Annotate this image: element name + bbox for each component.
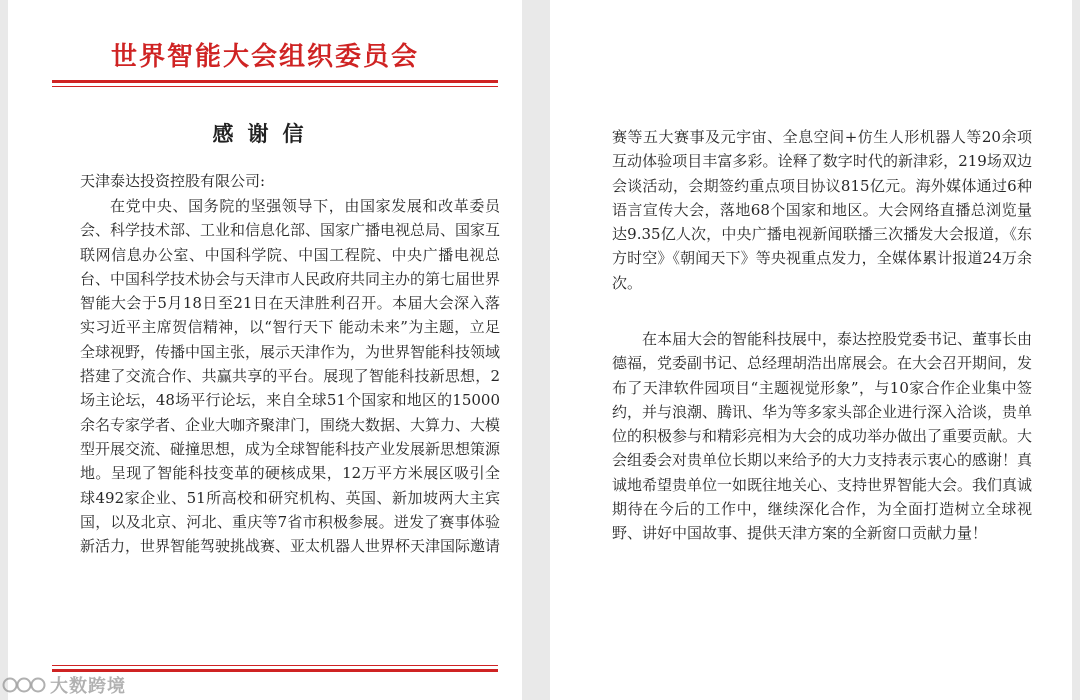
letter-page-right: [550, 0, 1072, 700]
footer-rule-thin: [52, 665, 498, 666]
body-paragraph-1-part-1: 在党中央、国务院的坚强领导下，由国家发展和改革委员会、科学技术部、工业和信息化部、国家广播电视总局、国家互联网信息办公室、中国科学院、中国工程院、中央广播电视总台、中国科学技术协会与天津市人民政府共同主办的第七届世界智能大会于5月18日至21日在天津胜利召开。本届大会深入落实习近平主席贺信精神，以“智行天下 能动未来”为主题，立足全球视野，传播中国主张，展示天津作为，为世界智能科技领域搭建了交流合作、共赢共享的平台。展现了智能科技新思想，2场主论坛，48场平行论坛，来自全球51个国家和地区的15000余名专家学者、企业大咖齐聚津门，围绕大数据、大算力、大模型开展交流、碰撞思想，成为全球智能科技产业发展新思想策源地。呈现了智能科技变革的硬核成果，12万平方米展区吸引全球492家企业、51所高校和研究机构、英国、新加坡两大主宾国，以及北京、河北、重庆等7省市积极参展。迸发了赛事体验新活力，世界智能驾驶挑战赛、亚太机器人世界杯天津国际邀请: [80, 197, 501, 556]
body-paragraph-2: 在本届大会的智能科技展中，泰达控股党委书记、董事长由德福，党委副书记、总经理胡浩出席展会。在大会召开期间，发布了天津软件园项目“主题视觉形象”，与10家合作企业集中签约，并与浪潮、腾讯、华为等多家头部企业进行深入洽谈，贵单位的积极参与和精彩亮相为大会的成功举办做出了重要贡献。大会组委会对贵单位长期以来给予的大力支持表示衷心的感谢！真诚地希望贵单位一如既往地关心、支持世界智能大会。我们真诚期待在今后的工作中，继续深化合作，为全面打造树立全球视野、讲好中国故事、提供天津方案的全新窗口贡献力量！: [612, 330, 1033, 543]
header-rule-thick: [52, 80, 498, 83]
org-name-heading: 世界智能大会组织委员会: [110, 42, 419, 72]
watermark-logo-icon: [2, 676, 46, 694]
watermark: [2, 672, 126, 698]
salutation: 天津泰达投资控股有限公司:: [80, 172, 266, 190]
letter-title: 感谢信: [212, 121, 318, 146]
body-paragraph-1-part-2: 赛等五大赛事及元宇宙、全息空间+仿生人形机器人等20余项互动体验项目丰富多彩。诠释了数字时代的新津彩，219场双边会谈活动，会期签约重点项目协议815亿元。海外媒体通过6种语言宣传大会，落地68个国家和地区。大会网络直播总浏览量达9.35亿人次，中央广播电视新闻联播三次播发大会报道，《东方时空》《朝闻天下》等央视重点发力，全媒体累计报道24万余次。: [612, 128, 1032, 292]
letter-page-left: [8, 0, 522, 700]
watermark-text: 大数跨境: [50, 676, 126, 697]
header-rule-thin: [52, 86, 498, 87]
